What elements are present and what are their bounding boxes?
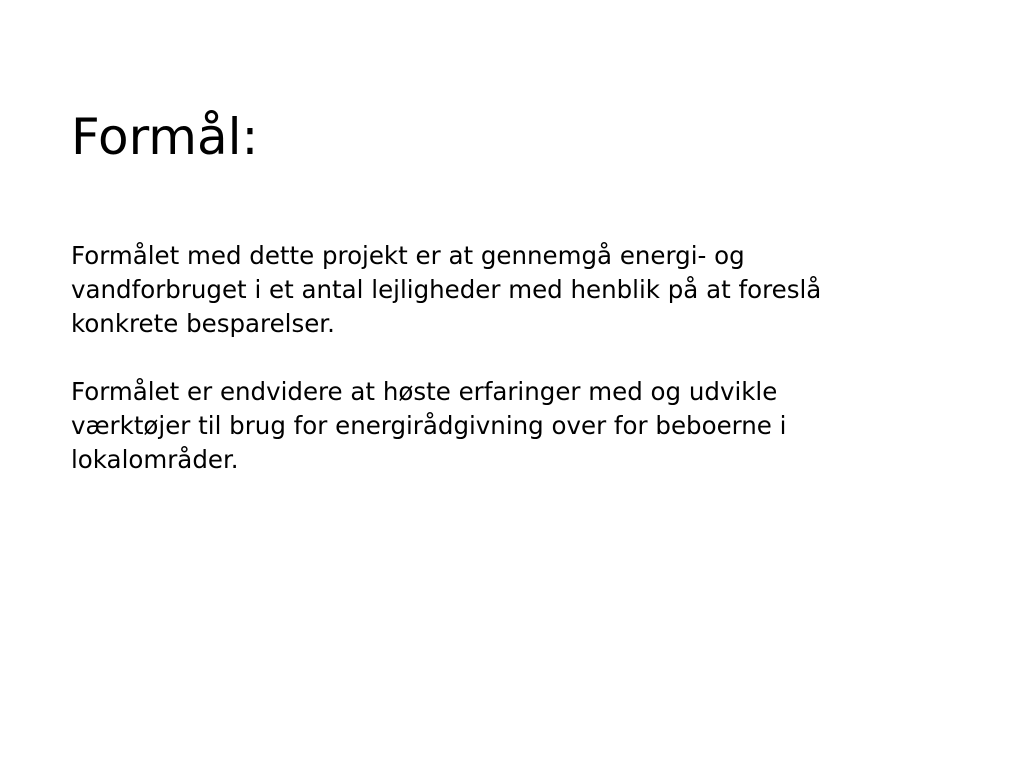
paragraph-line: Formålet med dette projekt er at gennemgå energi- og <box>71 241 745 270</box>
paragraph-line: konkrete besparelser. <box>71 309 335 338</box>
paragraph-purpose <box>71 239 971 341</box>
paragraph-line: værktøjer til brug for energirådgivning over for beboerne i <box>71 411 787 440</box>
paragraph-line: lokalområder. <box>71 445 239 474</box>
paragraph-line: Formålet er endvidere at høste erfaringer med og udvikle <box>71 377 778 406</box>
slide-body <box>71 239 971 511</box>
slide-title: Formål: <box>71 108 259 166</box>
paragraph-line: vandforbruget i et antal lejligheder med henblik på at foreslå <box>71 275 822 304</box>
paragraph-additional-purpose <box>71 375 971 477</box>
